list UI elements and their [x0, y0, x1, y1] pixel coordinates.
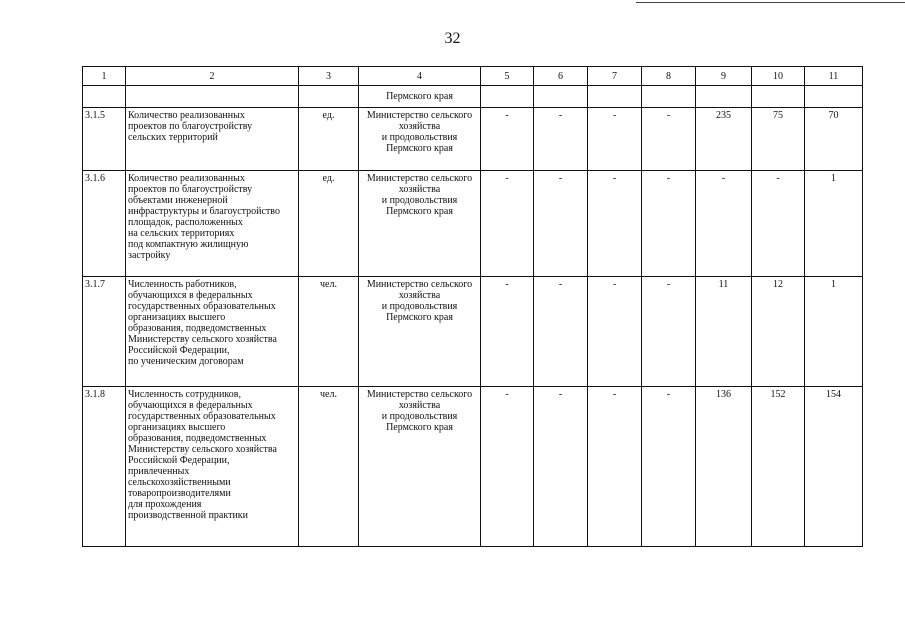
column-header: 8	[642, 67, 696, 86]
row-responsible-org: Министерство сельского хозяйства и продовольствия Пермского края	[359, 277, 481, 387]
row-value: -	[588, 387, 642, 547]
row-value: -	[481, 277, 534, 387]
row-unit: ед.	[299, 108, 359, 171]
column-header: 4	[359, 67, 481, 86]
row-code: 3.1.5	[83, 108, 126, 171]
row-code: 3.1.8	[83, 387, 126, 547]
row-value: -	[642, 171, 696, 277]
row-value: 11	[696, 277, 752, 387]
table-row	[83, 277, 863, 387]
row-value: -	[588, 108, 642, 171]
column-header: 5	[481, 67, 534, 86]
row-code: 3.1.7	[83, 277, 126, 387]
row-responsible-org: Министерство сельского хозяйства и продовольствия Пермского края	[359, 387, 481, 547]
row-value: 1	[805, 277, 863, 387]
column-header: 1	[83, 67, 126, 86]
row-value: -	[534, 277, 588, 387]
row-value: -	[752, 171, 805, 277]
row-value: -	[588, 171, 642, 277]
column-header: 11	[805, 67, 863, 86]
row-value: 154	[805, 387, 863, 547]
row-value: 70	[805, 108, 863, 171]
table-header-row	[83, 67, 863, 86]
row-value: 75	[752, 108, 805, 171]
row-unit: ед.	[299, 171, 359, 277]
page-number: 32	[444, 30, 461, 47]
row-value: -	[481, 171, 534, 277]
table-row	[83, 171, 863, 277]
row-value: -	[534, 108, 588, 171]
row-unit: чел.	[299, 277, 359, 387]
column-header: 7	[588, 67, 642, 86]
table-row	[83, 387, 863, 547]
row-value: 136	[696, 387, 752, 547]
row-responsible-org: Министерство сельского хозяйства и продовольствия Пермского края	[359, 108, 481, 171]
row-value: -	[642, 387, 696, 547]
row-responsible-org: Министерство сельского хозяйства и продовольствия Пермского края	[359, 171, 481, 277]
row-value: -	[642, 277, 696, 387]
row-value: 1	[805, 171, 863, 277]
row-value: -	[481, 108, 534, 171]
row-value: 235	[696, 108, 752, 171]
row-value: -	[696, 171, 752, 277]
scan-top-edge-line	[636, 2, 905, 3]
column-header: 6	[534, 67, 588, 86]
row-indicator-name: Численность сотрудников, обучающихся в федеральных государственных образовательных организациях высшего образования, подведомственных Министерству сельского хозяйства Российской Федерации, привлеченных сельскохозяйственными товаропроизводителями для прохождения производственной практики	[126, 387, 299, 547]
row-indicator-name: Количество реализованных проектов по благоустройству объектами инженерной инфраструктуры и благоустройство площадок, расположенных на сельских территориях под компактную жилищную застройку	[126, 171, 299, 277]
column-header: 10	[752, 67, 805, 86]
row-unit: чел.	[299, 387, 359, 547]
row-value: 12	[752, 277, 805, 387]
continuation-org-cell: Пермского края	[359, 86, 481, 108]
row-value: 152	[752, 387, 805, 547]
row-value: -	[481, 387, 534, 547]
table-row-continuation	[83, 86, 863, 108]
column-header: 9	[696, 67, 752, 86]
row-value: -	[534, 171, 588, 277]
row-code: 3.1.6	[83, 171, 126, 277]
row-indicator-name: Численность работников, обучающихся в федеральных государственных образовательных организациях высшего образования, подведомственных Министерству сельского хозяйства Российской Федерации, по ученическим договорам	[126, 277, 299, 387]
row-value: -	[642, 108, 696, 171]
column-header: 2	[126, 67, 299, 86]
indicator-table	[82, 66, 863, 547]
row-value: -	[588, 277, 642, 387]
row-indicator-name: Количество реализованных проектов по благоустройству сельских территорий	[126, 108, 299, 171]
column-header: 3	[299, 67, 359, 86]
table-row	[83, 108, 863, 171]
row-value: -	[534, 387, 588, 547]
